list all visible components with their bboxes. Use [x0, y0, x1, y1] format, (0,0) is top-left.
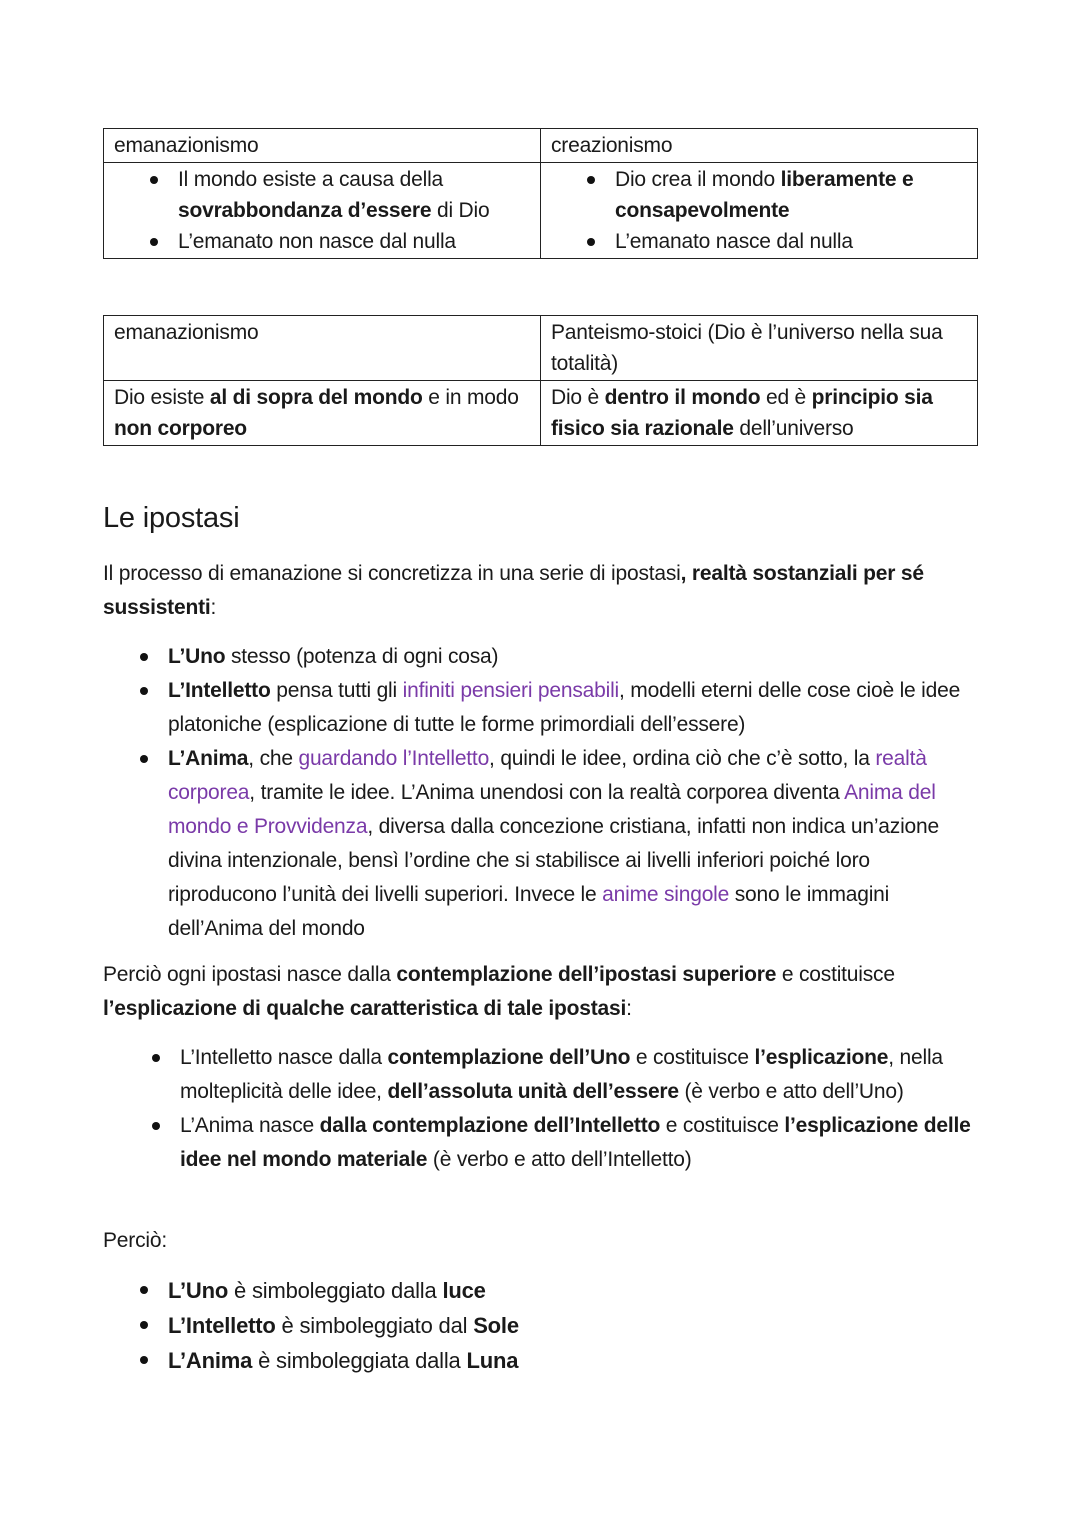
table-cell [104, 163, 541, 259]
table-header-cell: Panteismo-stoici (Dio è l’universo nella sua totalità) [541, 316, 978, 381]
table-row [104, 381, 978, 446]
derivations-list [180, 1041, 980, 1177]
symbols-list [168, 1273, 768, 1378]
intro-paragraph: Il processo di emanazione si concretizza in una serie di ipostasi, realtà sostanziali per sé sussistenti: [103, 562, 924, 619]
comparison-table-emanation-pantheism [103, 315, 978, 446]
highlighted-text: realtà corporea [168, 747, 927, 804]
table-cell: Dio è dentro il mondo ed è principio sia fisico sia razionale dell’universo [541, 381, 978, 446]
table-header-row [104, 316, 978, 381]
table-cell [541, 163, 978, 259]
list-item-intelletto-derivation: L’Intelletto nasce dalla contemplazione dell’Uno e costituisce l’esplicazione, nella molteplicità delle idee, dell’assoluta unità dell’essere (è verbo e atto dell’Uno) [180, 1041, 980, 1109]
comparison-table-emanation-creation [103, 128, 978, 259]
table-header-cell: creazionismo [541, 129, 978, 163]
list-item-anima-derivation: L’Anima nasce dalla contemplazione dell’Intelletto e costituisce l’esplicazione delle idee nel mondo materiale (è verbo e atto dell’Intelletto) [180, 1109, 980, 1177]
list-item-symbol: L’Uno è simboleggiato dalla luce [168, 1273, 768, 1308]
list-item-symbol: L’Intelletto è simboleggiato dal Sole [168, 1308, 768, 1343]
list-item-intelletto: L’Intelletto pensa tutti gli infiniti pensieri pensabili, modelli eterni delle cose cioè le idee platoniche (esplicazione di tutte le forme primordiali dell’essere) [168, 674, 983, 742]
list-item: Dio crea il mondo liberamente e consapevolmente [615, 164, 967, 226]
table-header-cell: emanazionismo [104, 316, 541, 381]
highlighted-text: anime singole [602, 883, 730, 906]
table-row [104, 163, 978, 259]
list-item: L’emanato non nasce dal nulla [178, 226, 530, 257]
list-item-uno: L’Uno stesso (potenza di ogni cosa) [168, 640, 983, 674]
highlighted-text: Anima del mondo e Provvidenza [168, 781, 936, 838]
table-header-cell: emanazionismo [104, 129, 541, 163]
highlighted-text: infiniti pensieri pensabili [402, 679, 620, 702]
therefore-label: Perciò: [103, 1229, 167, 1252]
list-item-anima: L’Anima, che guardando l’Intelletto, quindi le idee, ordina ciò che c’è sotto, la realtà corporea, tramite le idee. L’Anima unendosi con la realtà corporea diventa Anima del mondo e Provvidenza, diversa dalla concezione cristiana, infatti non indica un’azione divina intenzionale, bensì l’ordine che si stabilisce ai livelli inferiori poiché loro riproducono l’unità dei livelli superiori. Invece le anime singole sono le immagini dell’Anima del mondo [168, 742, 983, 946]
table-cell: Dio esiste al di sopra del mondo e in modo non corporeo [104, 381, 541, 446]
table-header-row [104, 129, 978, 163]
section-heading: Le ipostasi [103, 502, 240, 534]
highlighted-text: guardando l’Intelletto [298, 747, 490, 770]
list-item: Il mondo esiste a causa della sovrabbondanza d’essere di Dio [178, 164, 530, 226]
bullet-list [551, 164, 967, 257]
list-item: L’emanato nasce dal nulla [615, 226, 967, 257]
bullet-list [114, 164, 530, 257]
hypostases-list [168, 640, 983, 946]
list-item-symbol: L’Anima è simboleggiata dalla Luna [168, 1343, 768, 1378]
therefore-paragraph: Perciò ogni ipostasi nasce dalla contemplazione dell’ipostasi superiore e costituisce l’esplicazione di qualche caratteristica di tale ipostasi: [103, 963, 895, 1020]
